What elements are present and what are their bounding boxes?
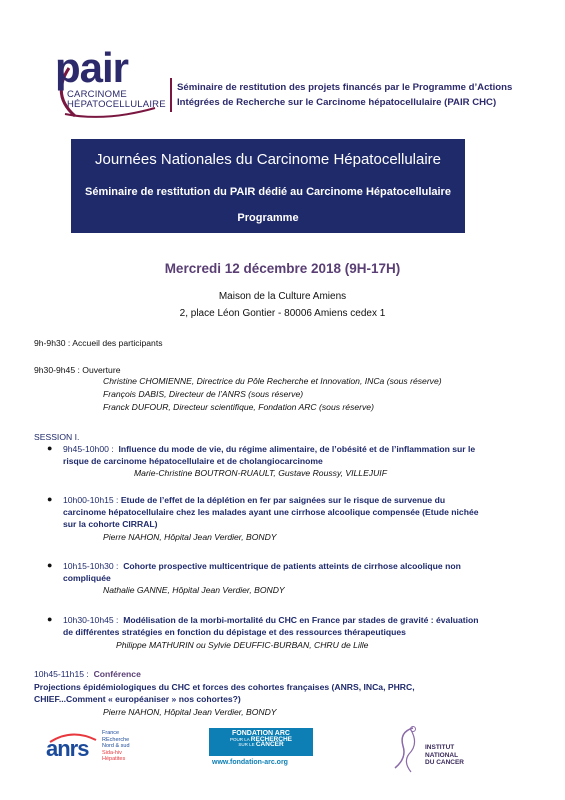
talk-2-speaker: Pierre NAHON, Hôpital Jean Verdier, BONDY <box>103 532 277 542</box>
header-title-line1: Séminaire de restitution des projets financés par le Programme d’Actions <box>177 82 513 93</box>
talk-3-title-l1: Cohorte prospective multicentrique de patients atteints de cirrhose alcoolique non <box>123 561 461 571</box>
bullet-icon: ● <box>47 443 53 453</box>
talk-2 <box>63 494 531 530</box>
fondation-arc-box <box>209 728 313 756</box>
conference-label: Conférence <box>93 669 141 679</box>
talk-4 <box>63 614 531 638</box>
bullet-icon: ● <box>47 614 53 624</box>
inca-line-2: NATIONAL <box>425 751 459 759</box>
conference-title-l2: CHIEF...Comment « européaniser » nos cohortes?) <box>34 694 241 704</box>
venue-name: Maison de la Culture Amiens <box>218 291 347 302</box>
inca-logo-text <box>425 744 464 767</box>
banner-subtitle: Séminaire de restitution du PAIR dédié au Carcinome Hépatocellulaire <box>85 186 451 198</box>
inca-line-3: DU CANCER <box>425 759 464 766</box>
opening-title: 9h30-9h45 : Ouverture <box>34 365 121 375</box>
opening-speaker-3: Franck DUFOUR, Directeur scientifique, Fondation ARC (sous réserve) <box>103 402 374 412</box>
talk-4-title-l1: Modélisation de la morbi-mortalité du CHC en France par stades de gravité : évaluation <box>123 615 479 625</box>
arc-line-3: RECHERCHE <box>250 736 292 743</box>
anrs-logo-word: anrs <box>46 736 89 761</box>
arc-line-2: POUR LA <box>230 737 250 742</box>
talk-2-title-l2: carcinome hépatocellulaire chez les malades ayant une cirrhose alcoolique compensée (Etude nichée <box>63 507 479 517</box>
talk-1-title-l2: risque de carcinome hépatocellulaire et de cholangiocarcinome <box>63 456 323 466</box>
pair-logo-line1: CARCINOME <box>67 89 127 100</box>
talk-1-time: 9h45-10h00 : <box>63 444 114 454</box>
anrs-tag-3: Nord & sud <box>102 743 130 750</box>
banner-title: Journées Nationales du Carcinome Hépatocellulaire <box>94 151 442 168</box>
inca-logo <box>389 724 499 776</box>
bullet-icon: ● <box>47 560 53 570</box>
event-date: Mercredi 12 décembre 2018 (9H-17H) <box>164 261 401 276</box>
talk-4-title-l2: de différentes stratégies en fonction du dépistage et des ressources thérapeutiques <box>63 627 406 637</box>
talk-1 <box>63 443 531 467</box>
anrs-logo <box>44 728 184 778</box>
venue-address: 2, place Léon Gontier - 80006 Amiens cedex 1 <box>179 308 386 319</box>
session-label: SESSION I. <box>34 432 80 442</box>
opening-speaker-1: Christine CHOMIENNE, Directrice du Pôle Recherche et Innovation, INCa (sous réserve) <box>103 376 442 386</box>
talk-1-speaker: Marie-Christine BOUTRON-RUAULT, Gustave Roussy, VILLEJUIF <box>134 468 387 478</box>
conference-speaker: Pierre NAHON, Hôpital Jean Verdier, BONDY <box>103 707 277 717</box>
inca-logo-figure <box>389 724 425 774</box>
talk-1-title-l1: Influence du mode de vie, du régime alimentaire, de l’obésité et de l’inflammation sur le <box>118 444 476 454</box>
header-title-line2: Intégrées de Recherche sur le Carcinome hépatocellulaire (PAIR CHC) <box>177 97 497 108</box>
talk-2-time: 10h00-10h15 : <box>63 495 119 505</box>
pair-logo <box>55 44 166 120</box>
opening-speaker-2: François DABIS, Directeur de l’ANRS (sous réserve) <box>103 389 304 399</box>
talk-3-time: 10h15-10h30 : <box>63 561 119 571</box>
arc-line-1: FONDATION ARC <box>232 730 290 737</box>
header-title <box>177 80 537 110</box>
anrs-tag-1: France <box>102 730 120 736</box>
talk-3-title-l2: compliquée <box>63 573 111 583</box>
pair-logo-line2: HÉPATOCELLULAIRE <box>67 99 166 110</box>
anrs-tag-5: Hépatites <box>102 756 126 763</box>
header-divider <box>170 78 172 112</box>
talk-2-title-l3: sur la cohorte CIRRAL) <box>63 519 158 529</box>
talk-4-time: 10h30-10h45 : <box>63 615 119 625</box>
anrs-tag-2: REcherche <box>102 736 130 743</box>
conference-title <box>34 681 531 705</box>
talk-4-speaker: Philippe MATHURIN ou Sylvie DEUFFIC-BURBAN, CHRU de Lille <box>116 640 369 650</box>
inca-line-1: INSTITUT <box>425 744 455 751</box>
banner-program: Programme <box>237 212 299 224</box>
anrs-logo-tagline <box>102 730 130 763</box>
talk-3-speaker: Nathalie GANNE, Hôpital Jean Verdier, BONDY <box>103 585 285 595</box>
anrs-tag-4: Sida-hiv <box>102 749 122 756</box>
bullet-icon: ● <box>47 494 53 504</box>
title-banner <box>71 139 465 233</box>
pair-logo-word: pair <box>55 44 129 91</box>
arc-line-4: SUR LE <box>238 742 255 747</box>
talk-2-title-l1: Etude de l’effet de la déplétion en fer par saignées sur le risque de survenue du <box>120 495 446 505</box>
talk-3 <box>63 560 531 584</box>
conference-title-l1: Projections épidémiologiques du CHC et forces des cohortes françaises (ANRS, INCa, PHRC, <box>34 682 415 692</box>
arc-line-5: CANCER <box>255 741 284 748</box>
welcome-line: 9h-9h30 : Accueil des participants <box>34 338 163 348</box>
fondation-arc-logo <box>209 728 327 772</box>
conference-time: 10h45-11h15 : <box>34 669 89 679</box>
arc-line-4-wrap <box>209 742 313 748</box>
arc-website-link[interactable]: www.fondation-arc.org <box>212 759 288 766</box>
conference-heading <box>34 668 141 680</box>
